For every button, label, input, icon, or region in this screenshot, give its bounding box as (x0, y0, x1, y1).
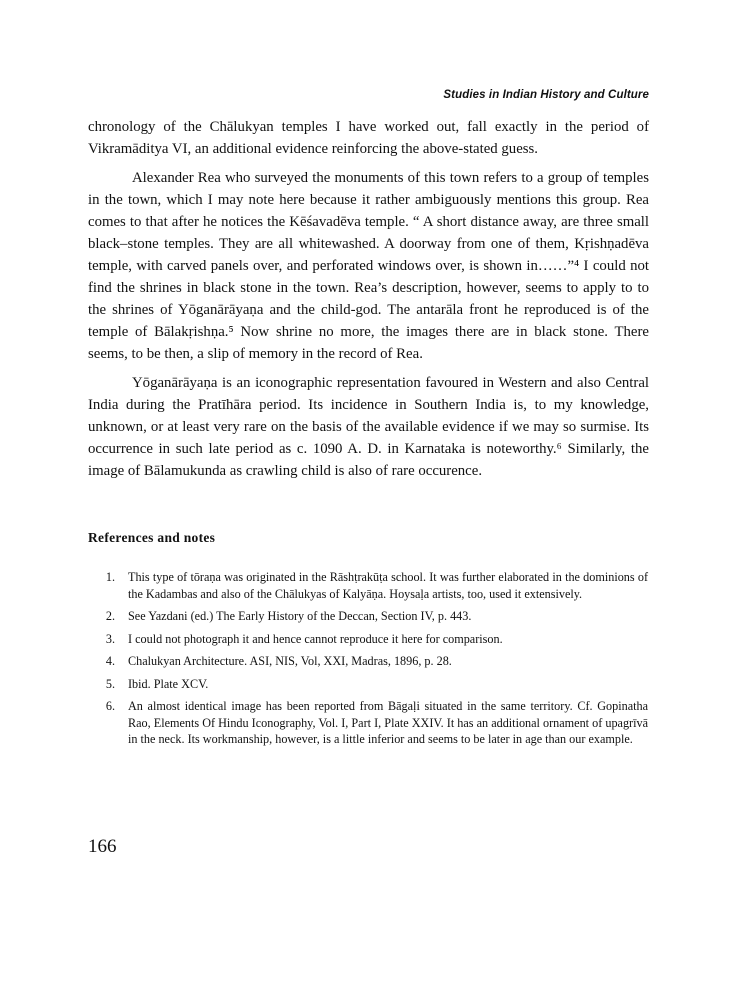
note-item (88, 653, 648, 670)
note-text: I could not photograph it and hence cannot reproduce it here for comparison. (128, 631, 503, 646)
note-number: 3. (105, 631, 115, 646)
note-text: Chalukyan Architecture. ASI, NIS, Vol, XXI, Madras, 1896, p. 28. (128, 654, 452, 668)
paragraph-text: chronology of the Chālukyan temples I have worked out, fall exactly in the period of Vikramāditya VI, an additional evidence reinforcing the above-stated guess. (88, 119, 649, 157)
note-item (88, 676, 648, 693)
body-paragraph-1 (88, 116, 649, 160)
paragraph-text: Yōganārāyaṇa is an iconographic representation favoured in Western and also Central India during the Pratīhāra period. Its incidence in Southern India is, to my knowledge, unknown, or at least very rare on the basis of the available evidence if we may so surmise. Its occurrence in such late period as c. 1090 A. D. in Karnataka is noteworthy.⁶ Similarly, the image of Bālamukunda as crawling child is also of rare occurence. (88, 375, 649, 479)
note-text: This type of tōraṇa was originated in the Rāshṭrakūṭa school. It was further elaborated in the dominions of the Kadambas and also of the Chālukyas of Kalyāṇa. Hoysaḷa artists, too, used it extensively. (128, 570, 648, 601)
note-number: 2. (105, 609, 115, 623)
references-heading: References and notes (88, 530, 216, 545)
note-number: 5. (105, 676, 115, 691)
note-number: 4. (105, 654, 115, 668)
note-text: An almost identical image has been reported from Bāgaḷi situated in the same territory. Cf. Gopinatha Rao, Elements Of Hindu Iconography, Vol. I, Part I, Plate XXIV. It has an additional ornament of upagrīvā in the neck. Its workmanship, however, is a little inferior and seems to be later in age than our example. (128, 699, 648, 746)
note-item (88, 631, 648, 648)
note-text: Ibid. Plate XCV. (128, 676, 209, 691)
body-paragraph-3 (88, 372, 649, 482)
note-item (88, 569, 648, 602)
page-number: 166 (88, 836, 117, 857)
note-number: 1. (105, 570, 115, 584)
note-item (88, 698, 648, 748)
paragraph-text: Alexander Rea who surveyed the monuments of this town refers to a group of temples in the town, which I may note here because it rather ambiguously mentions this group. Rea comes to that after he notices the Kēśavadēva temple. “ A short distance away, are three small black–stone temples. They are all whitewashed. A doorway from one of them, Kṛishṇadēva temple, with carved panels over, and perforated windows over, is shown in……”⁴ I could not find the shrines in black stone in the town. Rea’s description, however, seems to apply to to the shrines of Yōganārāyaṇa and the child-god. The antarāla front he reproduced is of the temple of Bālakṛishṇa.⁵ Now shrine no more, the images there are in black stone. There seems, to be then, a slip of memory in the record of Rea. (88, 170, 649, 362)
note-item (88, 608, 648, 625)
notes-list (88, 569, 648, 754)
note-number: 6. (105, 699, 115, 713)
body-paragraph-2 (88, 167, 649, 365)
running-head: Studies in Indian History and Culture (443, 89, 649, 101)
note-text: See Yazdani (ed.) The Early History of the Deccan, Section IV, p. 443. (128, 609, 472, 623)
